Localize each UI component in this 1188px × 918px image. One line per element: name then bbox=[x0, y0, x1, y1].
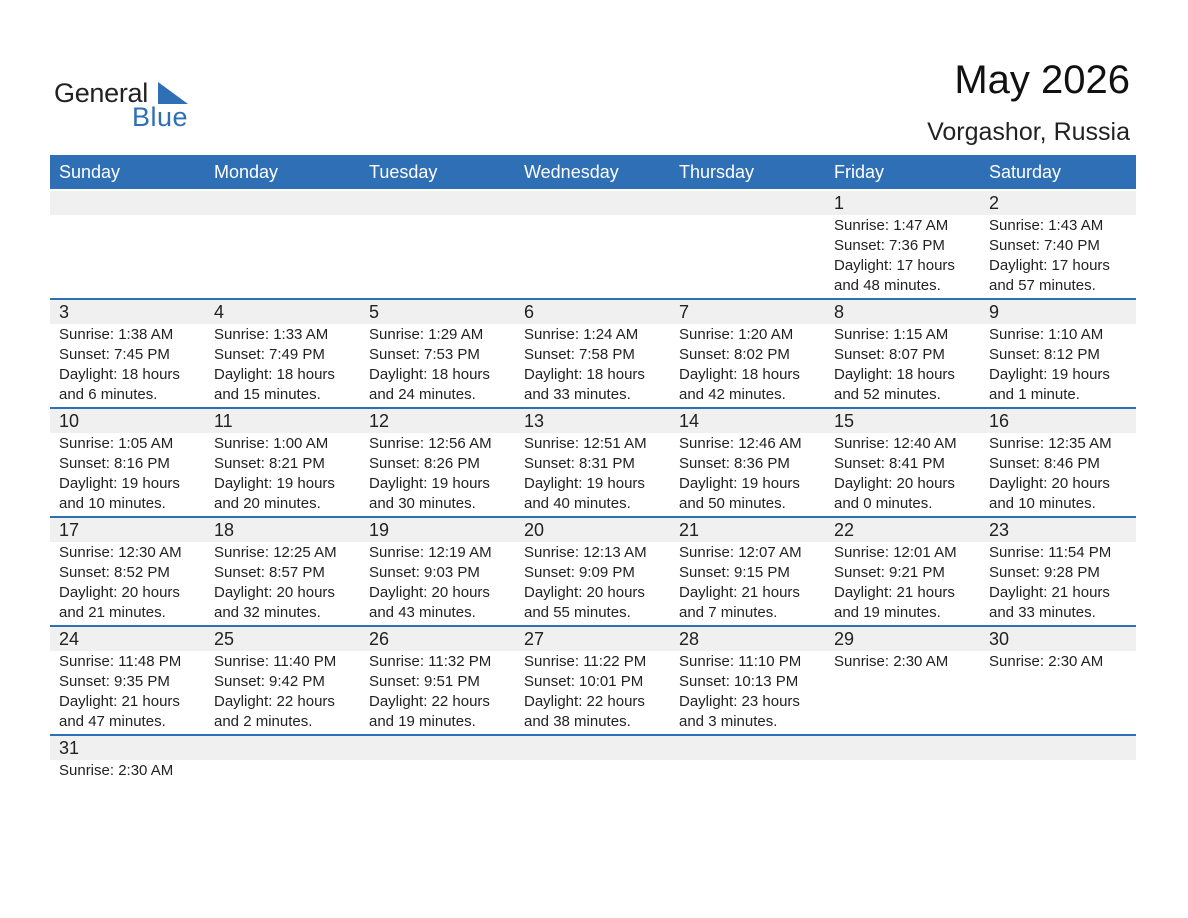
weekday-thursday: Thursday bbox=[679, 162, 755, 182]
sun-info-line: Sunrise: 11:22 PM bbox=[524, 653, 647, 670]
sun-info-line: Sunrise: 11:40 PM bbox=[214, 653, 337, 670]
sun-info-line: Sunset: 9:28 PM bbox=[989, 564, 1100, 581]
sun-info-line: Sunrise: 11:10 PM bbox=[679, 653, 802, 670]
sun-info bbox=[834, 652, 948, 672]
sun-info-line: Sunset: 10:13 PM bbox=[679, 673, 799, 690]
day-cell bbox=[515, 516, 670, 625]
sun-info-line: Sunset: 7:49 PM bbox=[214, 346, 325, 363]
sun-info-line: Daylight: 17 hours bbox=[834, 257, 955, 274]
day-number-band bbox=[50, 736, 1136, 760]
day-number: 31 bbox=[59, 738, 80, 758]
day-cell bbox=[205, 298, 360, 407]
weekday-header bbox=[50, 155, 1136, 189]
sun-info-line: Sunrise: 2:30 AM bbox=[834, 653, 949, 670]
sun-info-line: Sunrise: 1:24 AM bbox=[524, 326, 639, 343]
sun-info-line: and 50 minutes. bbox=[679, 495, 786, 512]
sun-info-line: Sunrise: 1:38 AM bbox=[59, 326, 174, 343]
sun-info bbox=[214, 434, 335, 514]
sun-info bbox=[524, 543, 647, 623]
sun-info-line: and 3 minutes. bbox=[679, 713, 778, 730]
sun-info-line: Sunrise: 1:47 AM bbox=[834, 217, 949, 234]
sun-info-line: Sunset: 8:07 PM bbox=[834, 346, 945, 363]
day-number: 24 bbox=[59, 629, 80, 649]
sun-info-line: Sunrise: 2:30 AM bbox=[989, 653, 1104, 670]
sun-info-line: and 33 minutes. bbox=[524, 386, 631, 403]
sun-info bbox=[834, 434, 957, 514]
day-cell bbox=[670, 516, 825, 625]
day-number: 4 bbox=[214, 302, 225, 322]
day-number: 30 bbox=[989, 629, 1010, 649]
sun-info-line: Sunset: 8:21 PM bbox=[214, 455, 325, 472]
sun-info-line: and 6 minutes. bbox=[59, 386, 158, 403]
sun-info-line: Sunset: 9:15 PM bbox=[679, 564, 790, 581]
sun-info-line: Sunrise: 12:25 AM bbox=[214, 544, 337, 561]
sun-info-line: Sunrise: 11:48 PM bbox=[59, 653, 182, 670]
calendar-week bbox=[50, 407, 1136, 516]
sun-info bbox=[369, 434, 492, 514]
sun-info-line: Daylight: 17 hours bbox=[989, 257, 1110, 274]
day-number: 18 bbox=[214, 520, 235, 540]
sun-info-line: and 19 minutes. bbox=[834, 604, 941, 621]
day-cell bbox=[50, 625, 205, 734]
sun-info-line: and 30 minutes. bbox=[369, 495, 476, 512]
day-cell bbox=[205, 625, 360, 734]
sun-info-line: Daylight: 18 hours bbox=[59, 366, 180, 383]
sun-info-line: Daylight: 21 hours bbox=[59, 693, 180, 710]
sun-info bbox=[369, 652, 491, 732]
calendar-week bbox=[50, 516, 1136, 625]
calendar-week bbox=[50, 298, 1136, 407]
sun-info-line: Sunset: 7:36 PM bbox=[834, 237, 945, 254]
sun-info bbox=[679, 543, 802, 623]
day-cell bbox=[980, 625, 1135, 734]
sun-info bbox=[59, 434, 180, 514]
sun-info-line: Sunset: 8:36 PM bbox=[679, 455, 790, 472]
sun-info-line: Daylight: 22 hours bbox=[524, 693, 645, 710]
sun-info-line: Daylight: 21 hours bbox=[834, 584, 955, 601]
sun-info bbox=[834, 543, 957, 623]
day-number: 15 bbox=[834, 411, 855, 431]
day-cell bbox=[515, 625, 670, 734]
sun-info-line: Sunrise: 12:01 AM bbox=[834, 544, 957, 561]
sun-info-line: and 0 minutes. bbox=[834, 495, 933, 512]
sun-info-line: Sunrise: 1:29 AM bbox=[369, 326, 484, 343]
sun-info-line: Daylight: 22 hours bbox=[214, 693, 335, 710]
sun-info-line: Sunrise: 11:54 PM bbox=[989, 544, 1112, 561]
sun-info-line: Sunrise: 12:35 AM bbox=[989, 435, 1112, 452]
sun-info-line: Daylight: 20 hours bbox=[214, 584, 335, 601]
sun-info-line: Sunrise: 11:32 PM bbox=[369, 653, 492, 670]
sun-info bbox=[524, 434, 647, 514]
day-cell bbox=[670, 298, 825, 407]
day-cell bbox=[205, 516, 360, 625]
day-cell bbox=[980, 189, 1135, 298]
sun-info-line: Sunrise: 2:30 AM bbox=[59, 762, 174, 779]
sun-info-line: Sunrise: 12:51 AM bbox=[524, 435, 647, 452]
sun-info-line: and 19 minutes. bbox=[369, 713, 476, 730]
sun-info-line: and 38 minutes. bbox=[524, 713, 631, 730]
day-cell bbox=[360, 625, 515, 734]
day-cell bbox=[825, 516, 980, 625]
day-number: 25 bbox=[214, 629, 235, 649]
sun-info bbox=[59, 325, 180, 405]
sun-info bbox=[524, 325, 645, 405]
sun-info-line: and 40 minutes. bbox=[524, 495, 631, 512]
sun-info-line: Daylight: 19 hours bbox=[214, 475, 335, 492]
day-number: 20 bbox=[524, 520, 545, 540]
sun-info-line: Daylight: 19 hours bbox=[989, 366, 1110, 383]
day-number: 11 bbox=[214, 411, 233, 431]
sun-info-line: and 15 minutes. bbox=[214, 386, 321, 403]
sun-info-line: Daylight: 21 hours bbox=[679, 584, 800, 601]
sun-info-line: Sunset: 9:35 PM bbox=[59, 673, 170, 690]
sun-info-line: Daylight: 19 hours bbox=[524, 475, 645, 492]
day-number: 28 bbox=[679, 629, 700, 649]
sun-info-line: and 32 minutes. bbox=[214, 604, 321, 621]
sun-info-line: Daylight: 19 hours bbox=[679, 475, 800, 492]
day-number: 7 bbox=[679, 302, 690, 322]
sun-info-line: and 24 minutes. bbox=[369, 386, 476, 403]
day-cell bbox=[980, 407, 1135, 516]
day-cell bbox=[670, 407, 825, 516]
sun-info bbox=[524, 652, 646, 732]
sun-info bbox=[59, 652, 181, 732]
sun-info-line: and 21 minutes. bbox=[59, 604, 166, 621]
day-cell bbox=[360, 516, 515, 625]
sun-info-line: Sunrise: 12:19 AM bbox=[369, 544, 492, 561]
sun-info-line: Daylight: 20 hours bbox=[834, 475, 955, 492]
sun-info-line: Sunrise: 12:46 AM bbox=[679, 435, 802, 452]
sun-info-line: Daylight: 18 hours bbox=[834, 366, 955, 383]
day-number: 21 bbox=[679, 520, 700, 540]
logo-triangle-icon bbox=[158, 82, 188, 104]
sun-info-line: Sunset: 7:53 PM bbox=[369, 346, 480, 363]
day-cell bbox=[515, 298, 670, 407]
sun-info-line: Sunrise: 12:56 AM bbox=[369, 435, 492, 452]
day-cell bbox=[825, 298, 980, 407]
sun-info-line: Sunset: 8:16 PM bbox=[59, 455, 170, 472]
sun-info bbox=[989, 543, 1111, 623]
sun-info bbox=[679, 652, 801, 732]
day-number: 19 bbox=[369, 520, 390, 540]
day-number: 1 bbox=[834, 193, 845, 213]
sun-info bbox=[989, 216, 1110, 296]
day-cell bbox=[360, 298, 515, 407]
sun-info-line: Sunset: 7:58 PM bbox=[524, 346, 635, 363]
day-number: 13 bbox=[524, 411, 545, 431]
sun-info-line: Sunset: 9:21 PM bbox=[834, 564, 945, 581]
sun-info-line: and 1 minute. bbox=[989, 386, 1080, 403]
day-cell bbox=[825, 189, 980, 298]
sun-info-line: Sunrise: 12:40 AM bbox=[834, 435, 957, 452]
day-number: 23 bbox=[989, 520, 1010, 540]
sun-info-line: Daylight: 20 hours bbox=[59, 584, 180, 601]
logo-blue-text: Blue bbox=[132, 102, 189, 132]
sun-info-line: and 2 minutes. bbox=[214, 713, 313, 730]
day-number: 2 bbox=[989, 193, 1000, 213]
sun-info-line: Sunset: 8:46 PM bbox=[989, 455, 1100, 472]
sun-info-line: Sunset: 8:31 PM bbox=[524, 455, 635, 472]
location-subtitle: Vorgashor, Russia bbox=[927, 118, 1130, 146]
sun-info-line: and 57 minutes. bbox=[989, 277, 1096, 294]
day-number: 9 bbox=[989, 302, 1000, 322]
logo bbox=[54, 76, 194, 132]
sun-info-line: Daylight: 19 hours bbox=[369, 475, 490, 492]
sun-info-line: Sunset: 9:03 PM bbox=[369, 564, 480, 581]
sun-info-line: Sunset: 8:26 PM bbox=[369, 455, 480, 472]
day-number: 17 bbox=[59, 520, 80, 540]
sun-info-line: and 33 minutes. bbox=[989, 604, 1096, 621]
sun-info bbox=[214, 543, 337, 623]
sun-info bbox=[679, 434, 802, 514]
sun-info bbox=[989, 434, 1112, 514]
sun-info-line: Sunrise: 1:20 AM bbox=[679, 326, 794, 343]
sun-info-line: and 20 minutes. bbox=[214, 495, 321, 512]
sun-info-line: and 10 minutes. bbox=[59, 495, 166, 512]
sun-info-line: Sunset: 8:41 PM bbox=[834, 455, 945, 472]
sun-info-line: Daylight: 22 hours bbox=[369, 693, 490, 710]
sun-info-line: Daylight: 18 hours bbox=[679, 366, 800, 383]
day-cell bbox=[50, 516, 205, 625]
day-number: 6 bbox=[524, 302, 535, 322]
sun-info-line: Daylight: 20 hours bbox=[369, 584, 490, 601]
sun-info-line: Sunset: 9:51 PM bbox=[369, 673, 480, 690]
sun-info bbox=[214, 652, 336, 732]
sun-info-line: and 42 minutes. bbox=[679, 386, 786, 403]
day-number: 22 bbox=[834, 520, 855, 540]
weekday-wednesday: Wednesday bbox=[524, 162, 619, 182]
sun-info-line: and 48 minutes. bbox=[834, 277, 941, 294]
sun-info-line: and 10 minutes. bbox=[989, 495, 1096, 512]
sun-info-line: and 43 minutes. bbox=[369, 604, 476, 621]
sun-info-line: Sunset: 8:52 PM bbox=[59, 564, 170, 581]
weekday-sunday: Sunday bbox=[59, 162, 121, 182]
sun-info-line: Sunset: 8:12 PM bbox=[989, 346, 1100, 363]
sun-info-line: Sunrise: 1:15 AM bbox=[834, 326, 949, 343]
sun-info-line: Daylight: 18 hours bbox=[214, 366, 335, 383]
day-cell bbox=[50, 734, 205, 843]
sun-info-line: and 47 minutes. bbox=[59, 713, 166, 730]
sun-info bbox=[679, 325, 800, 405]
sun-info-line: Daylight: 18 hours bbox=[369, 366, 490, 383]
sun-info-line: Sunrise: 12:07 AM bbox=[679, 544, 802, 561]
day-number: 27 bbox=[524, 629, 545, 649]
day-cell bbox=[825, 625, 980, 734]
day-number: 16 bbox=[989, 411, 1010, 431]
day-number: 10 bbox=[59, 411, 80, 431]
day-number: 3 bbox=[59, 302, 70, 322]
sun-info-line: and 55 minutes. bbox=[524, 604, 631, 621]
sun-info-line: Sunrise: 1:33 AM bbox=[214, 326, 329, 343]
sun-info-line: Sunset: 9:42 PM bbox=[214, 673, 325, 690]
day-number: 26 bbox=[369, 629, 390, 649]
sun-info bbox=[834, 325, 955, 405]
day-cell bbox=[825, 407, 980, 516]
sun-info-line: Sunrise: 1:43 AM bbox=[989, 217, 1104, 234]
day-cell bbox=[50, 407, 205, 516]
day-cell bbox=[670, 625, 825, 734]
day-number: 14 bbox=[679, 411, 700, 431]
sun-info bbox=[214, 325, 335, 405]
weekday-saturday: Saturday bbox=[989, 162, 1062, 182]
day-number: 8 bbox=[834, 302, 845, 322]
sun-info-line: Sunrise: 1:05 AM bbox=[59, 435, 174, 452]
sun-info-line: Sunset: 7:40 PM bbox=[989, 237, 1100, 254]
day-number: 29 bbox=[834, 629, 855, 649]
calendar-week bbox=[50, 625, 1136, 734]
sun-info-line: Daylight: 20 hours bbox=[524, 584, 645, 601]
calendar-week bbox=[50, 734, 1136, 843]
calendar-week bbox=[50, 189, 1136, 298]
day-cell bbox=[360, 407, 515, 516]
sun-info bbox=[989, 652, 1103, 672]
sun-info bbox=[369, 325, 490, 405]
sun-info-line: Sunset: 7:45 PM bbox=[59, 346, 170, 363]
sun-info-line: Daylight: 23 hours bbox=[679, 693, 800, 710]
sun-info-line: Sunset: 10:01 PM bbox=[524, 673, 644, 690]
weekday-friday: Friday bbox=[834, 162, 885, 182]
logo-general-text: General bbox=[54, 78, 148, 108]
sun-info-line: and 7 minutes. bbox=[679, 604, 778, 621]
sun-info bbox=[59, 761, 173, 781]
day-cell bbox=[980, 516, 1135, 625]
page-title: May 2026 bbox=[954, 58, 1130, 102]
sun-info-line: and 52 minutes. bbox=[834, 386, 941, 403]
day-cell bbox=[980, 298, 1135, 407]
sun-info-line: Sunrise: 1:00 AM bbox=[214, 435, 329, 452]
weekday-monday: Monday bbox=[214, 162, 279, 182]
day-cell bbox=[515, 407, 670, 516]
weekday-tuesday: Tuesday bbox=[369, 162, 438, 182]
sun-info-line: Daylight: 21 hours bbox=[989, 584, 1110, 601]
sun-info bbox=[59, 543, 182, 623]
sun-info bbox=[834, 216, 955, 296]
sun-info-line: Sunrise: 12:13 AM bbox=[524, 544, 647, 561]
day-number: 5 bbox=[369, 302, 380, 322]
sun-info-line: Sunset: 8:02 PM bbox=[679, 346, 790, 363]
day-cell bbox=[50, 298, 205, 407]
day-cell bbox=[205, 407, 360, 516]
sun-info-line: Daylight: 18 hours bbox=[524, 366, 645, 383]
sun-info bbox=[989, 325, 1110, 405]
sun-info bbox=[369, 543, 492, 623]
sun-info-line: Daylight: 19 hours bbox=[59, 475, 180, 492]
sun-info-line: Sunset: 8:57 PM bbox=[214, 564, 325, 581]
sun-info-line: Sunrise: 12:30 AM bbox=[59, 544, 182, 561]
day-number: 12 bbox=[369, 411, 390, 431]
sun-info-line: Sunrise: 1:10 AM bbox=[989, 326, 1104, 343]
sun-info-line: Daylight: 20 hours bbox=[989, 475, 1110, 492]
sun-info-line: Sunset: 9:09 PM bbox=[524, 564, 635, 581]
